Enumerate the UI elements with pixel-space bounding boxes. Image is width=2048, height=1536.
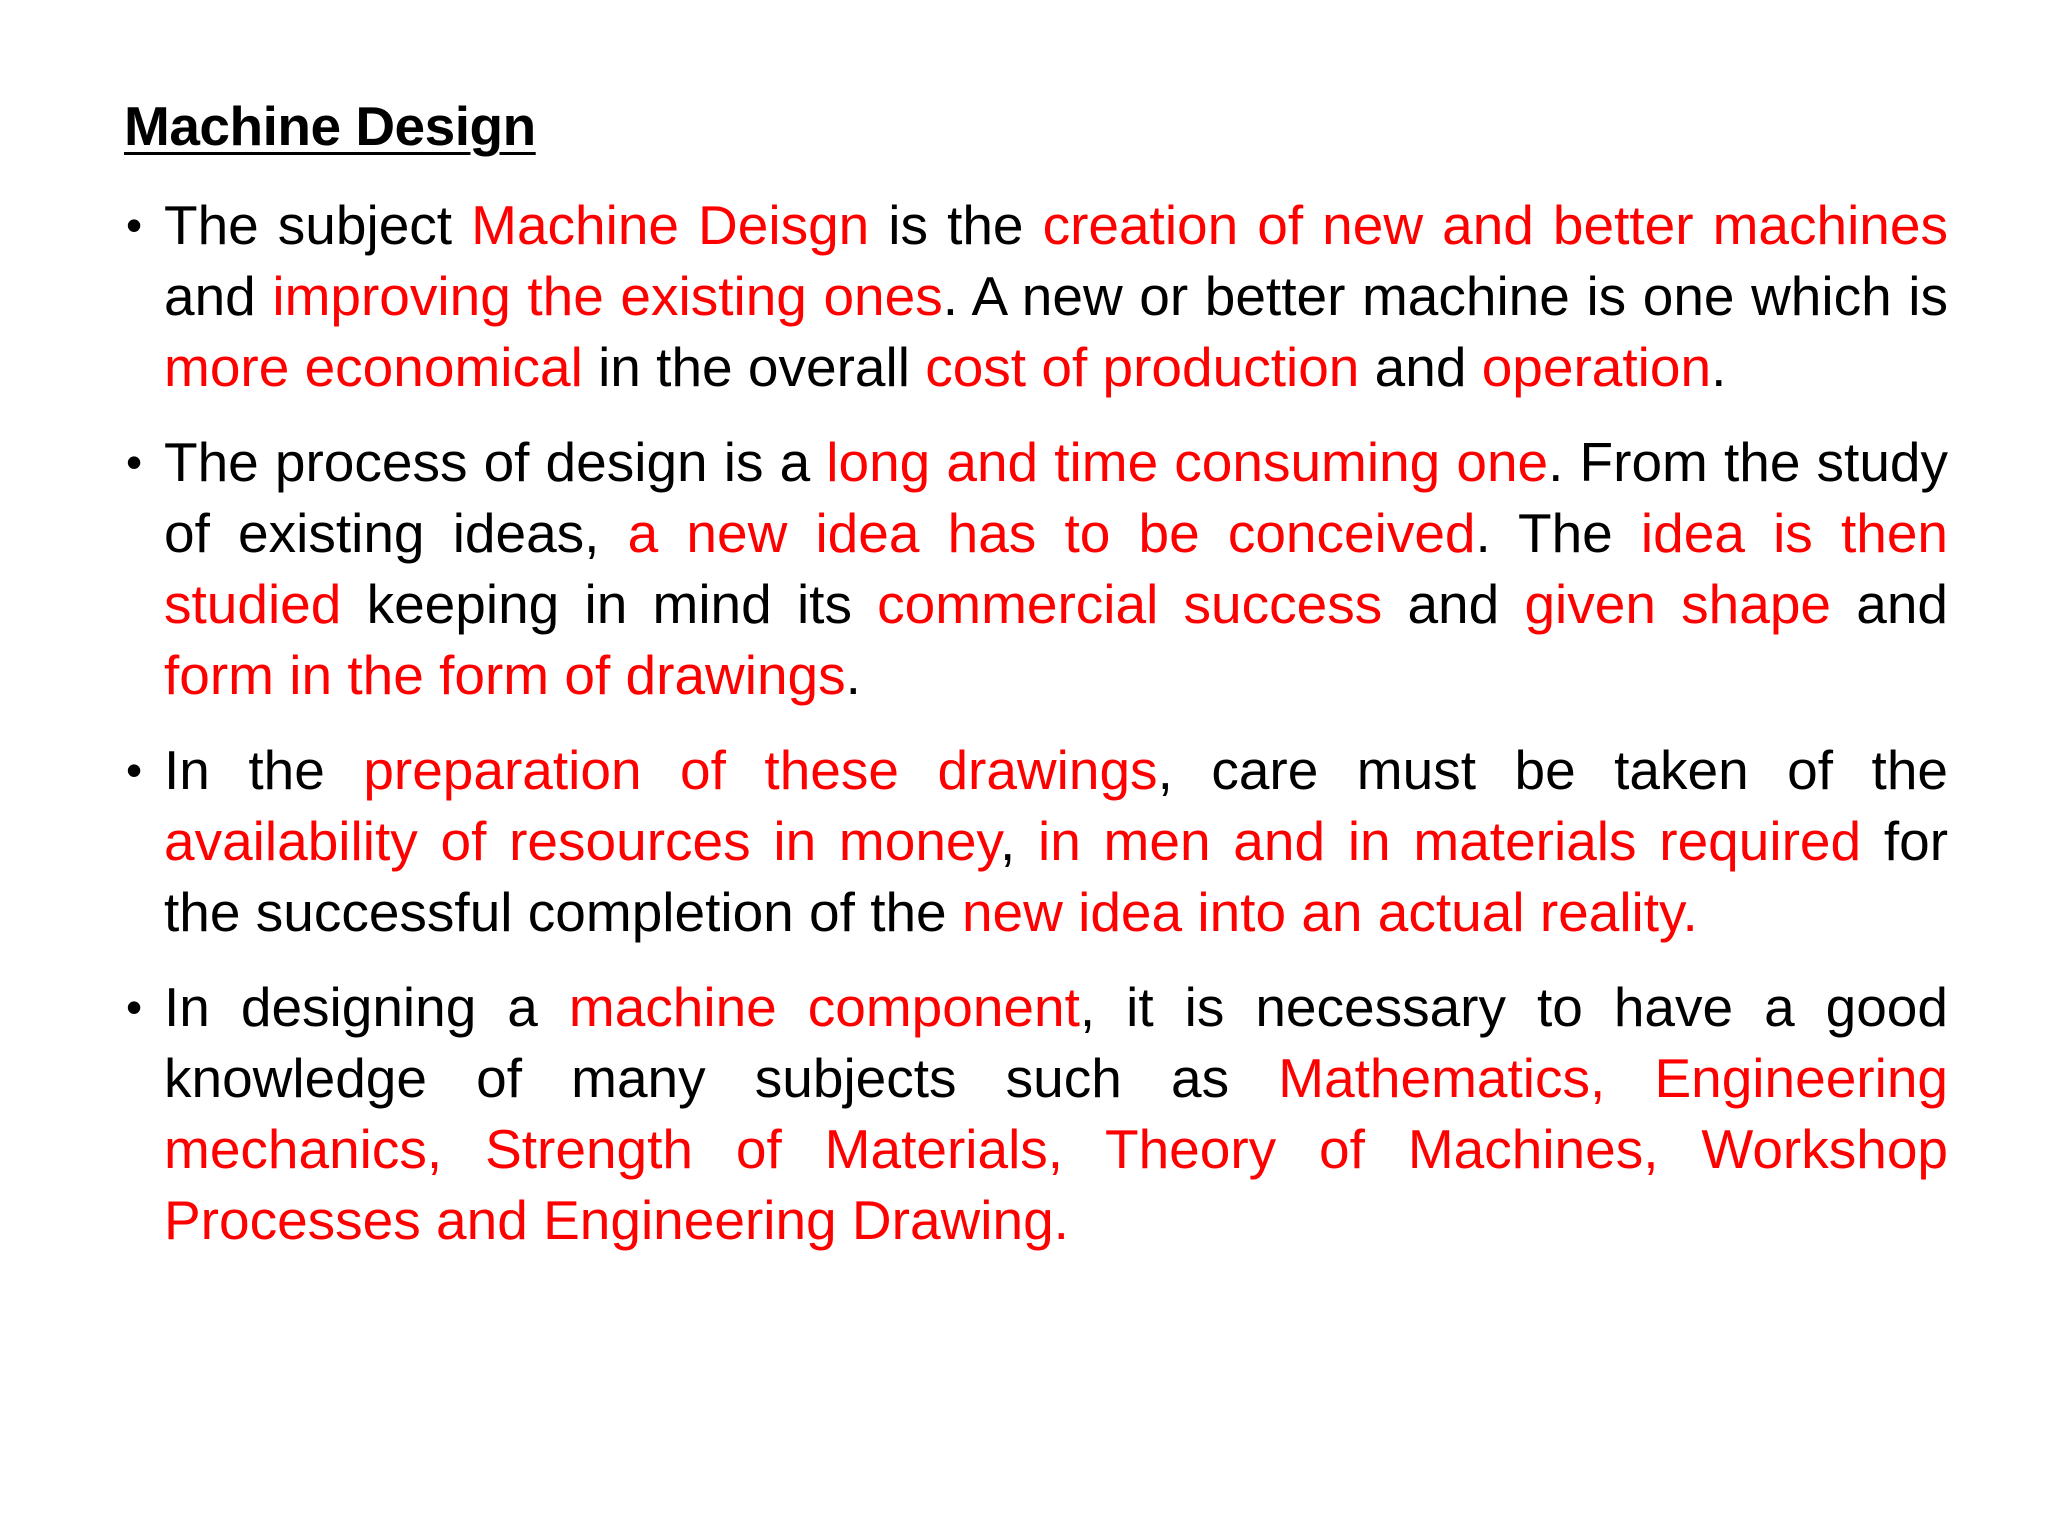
highlighted-text: given shape	[1524, 573, 1832, 635]
highlighted-text: operation	[1481, 336, 1712, 398]
body-text: ,	[999, 810, 1038, 872]
highlighted-text: commercial success	[877, 573, 1383, 635]
bullet-dot-icon: •	[126, 199, 143, 251]
body-text: , it is necessary to have a good knowledge of many subjects such as	[164, 976, 1948, 1109]
body-text: The process of design is a	[164, 431, 827, 493]
body-text: is the	[869, 194, 1043, 256]
highlighted-text: idea is then studied	[164, 502, 1949, 635]
body-text: . From the study of existing ideas,	[164, 431, 1948, 564]
body-text: In the	[164, 739, 364, 801]
highlighted-text: in men and in materials required	[1037, 810, 1862, 872]
bullet-list	[124, 190, 1948, 1280]
bullet-dot-icon: •	[126, 981, 143, 1033]
bullet-dot-icon: •	[126, 744, 143, 796]
highlighted-text: Mathematics, Engineering mechanics, Strength of Materials, Theory of Machines, Workshop Processes and Engineering Drawing.	[164, 1047, 1948, 1251]
highlighted-text: form in the form of drawings	[164, 644, 846, 706]
highlighted-text: preparation of these drawings	[363, 739, 1158, 801]
body-text: in the overall	[582, 336, 926, 398]
highlighted-text: Machine Deisgn	[471, 194, 870, 256]
highlighted-text: creation of new and better machines	[1042, 194, 1948, 256]
highlighted-text: a new idea has to be conceived	[627, 502, 1476, 564]
body-text: .	[1711, 336, 1727, 398]
body-text: The subject	[164, 194, 472, 256]
slide-title: Machine Design	[124, 95, 536, 157]
body-text: . A new or better machine is one which is	[942, 265, 1948, 327]
highlighted-text: more economical	[164, 336, 583, 398]
bullet-item	[124, 972, 1948, 1256]
body-text: keeping in mind its	[341, 573, 878, 635]
body-text: and	[1359, 336, 1482, 398]
body-text: and	[164, 265, 273, 327]
body-text: , care must be taken of the	[1157, 739, 1948, 801]
highlighted-text: new idea into an actual reality.	[961, 881, 1698, 943]
body-text: and	[1382, 573, 1525, 635]
body-text: In designing a	[164, 976, 569, 1038]
bullet-item	[124, 427, 1948, 711]
body-text: . The	[1475, 502, 1641, 564]
body-text: .	[845, 644, 861, 706]
highlighted-text: long and time consuming one	[826, 431, 1549, 493]
highlighted-text: availability of resources in money	[164, 810, 1000, 872]
highlighted-text: machine component	[568, 976, 1080, 1038]
bullet-item	[124, 735, 1948, 948]
body-text: and	[1831, 573, 1949, 635]
highlighted-text: improving the existing ones	[272, 265, 943, 327]
bullet-dot-icon: •	[126, 436, 143, 488]
bullet-item	[124, 190, 1948, 403]
highlighted-text: cost of production	[925, 336, 1360, 398]
body-text: for the successful completion of the	[164, 810, 1949, 943]
